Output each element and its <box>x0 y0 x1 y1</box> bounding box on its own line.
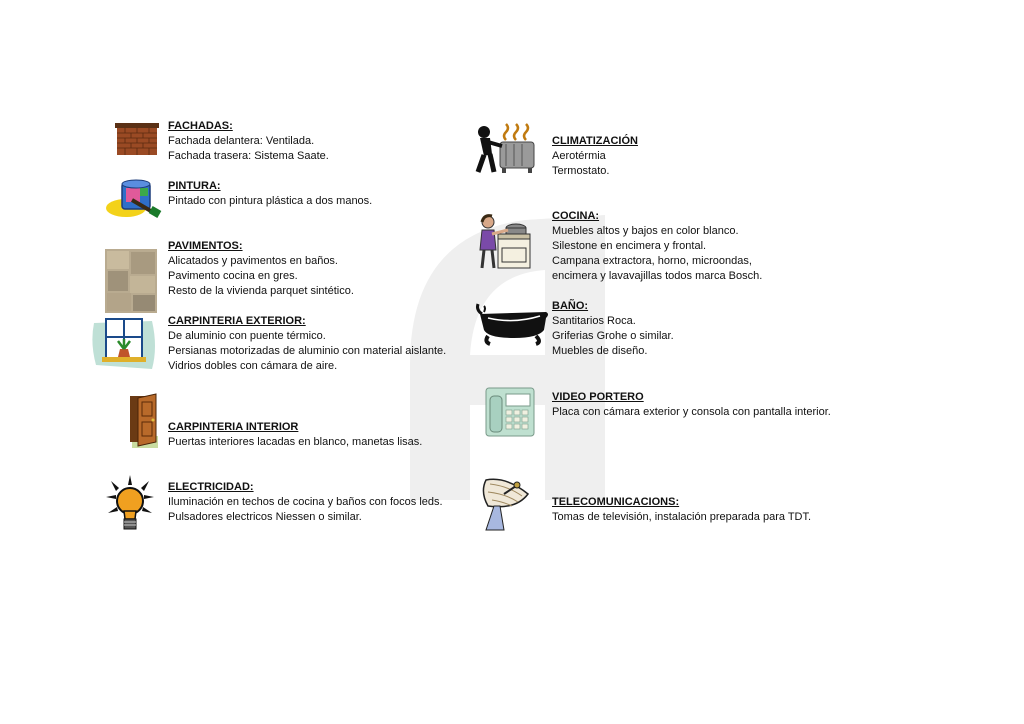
section-line: Placa con cámara exterior y consola con pantalla interior. <box>552 406 831 418</box>
light-bulb-icon <box>102 475 158 533</box>
section-title: CLIMATIZACIÓN <box>552 135 638 147</box>
section-title: CARPINTERIA INTERIOR <box>168 421 299 433</box>
section-title: TELECOMUNICACIONS: <box>552 496 680 508</box>
section-line: Pavimento cocina en gres. <box>168 270 298 282</box>
section-line: Pintado con pintura plástica a dos manos. <box>168 195 373 207</box>
section-title: ELECTRICIDAD: <box>168 481 254 493</box>
section-line: Resto de la vivienda parquet sintético. <box>168 285 354 297</box>
section-line: Muebles altos y bajos en color blanco. <box>552 225 739 237</box>
section-title: PINTURA: <box>168 180 221 192</box>
section-line: Persianas motorizadas de aluminio con material aislante. <box>168 345 447 357</box>
section-line: encimera y lavavajillas todos marca Bosch. <box>552 270 763 282</box>
bathtub-icon <box>474 300 552 348</box>
section-line: Pulsadores electricos Niessen o similar. <box>168 511 362 523</box>
section-line: De aluminio con puente térmico. <box>168 330 326 342</box>
window-plant-icon <box>90 313 158 373</box>
section-line: Vidrios dobles con cámara de aire. <box>168 360 338 372</box>
section-title: BAÑO: <box>552 300 589 312</box>
cooking-person-icon <box>474 212 538 270</box>
section-line: Alicatados y pavimentos en baños. <box>168 255 338 267</box>
section-line: Muebles de diseño. <box>552 345 648 357</box>
section-title: PAVIMENTOS: <box>168 240 243 252</box>
section-line: Campana extractora, horno, microondas, <box>552 255 752 267</box>
section-line: Tomas de televisión, instalación preparada para TDT. <box>552 511 812 523</box>
section-title: CARPINTERIA EXTERIOR: <box>168 315 306 327</box>
section-title: VIDEO PORTERO <box>552 391 644 403</box>
section-line: Aerotérmia <box>552 150 606 162</box>
section-line: Fachada delantera: Ventilada. <box>168 135 315 147</box>
section-title: COCINA: <box>552 210 600 222</box>
section-line: Puertas interiores lacadas en blanco, manetas lisas. <box>168 436 423 448</box>
section-line: Santitarios Roca. <box>552 315 636 327</box>
section-title: FACHADAS: <box>168 120 233 132</box>
section-line: Fachada trasera: Sistema Saate. <box>168 150 329 162</box>
heater-person-icon <box>474 122 538 174</box>
satellite-dish-icon <box>476 476 540 532</box>
section-line: Silestone en encimera y frontal. <box>552 240 707 252</box>
brick-wall-icon <box>115 123 159 155</box>
door-icon <box>126 392 160 450</box>
section-line: Griferias Grohe o similar. <box>552 330 674 342</box>
stone-floor-icon <box>105 249 157 313</box>
intercom-phone-icon <box>482 384 538 440</box>
section-line: Iluminación en techos de cocina y baños con focos leds. <box>168 496 443 508</box>
paint-bucket-icon <box>104 178 162 220</box>
section-line: Termostato. <box>552 165 610 177</box>
